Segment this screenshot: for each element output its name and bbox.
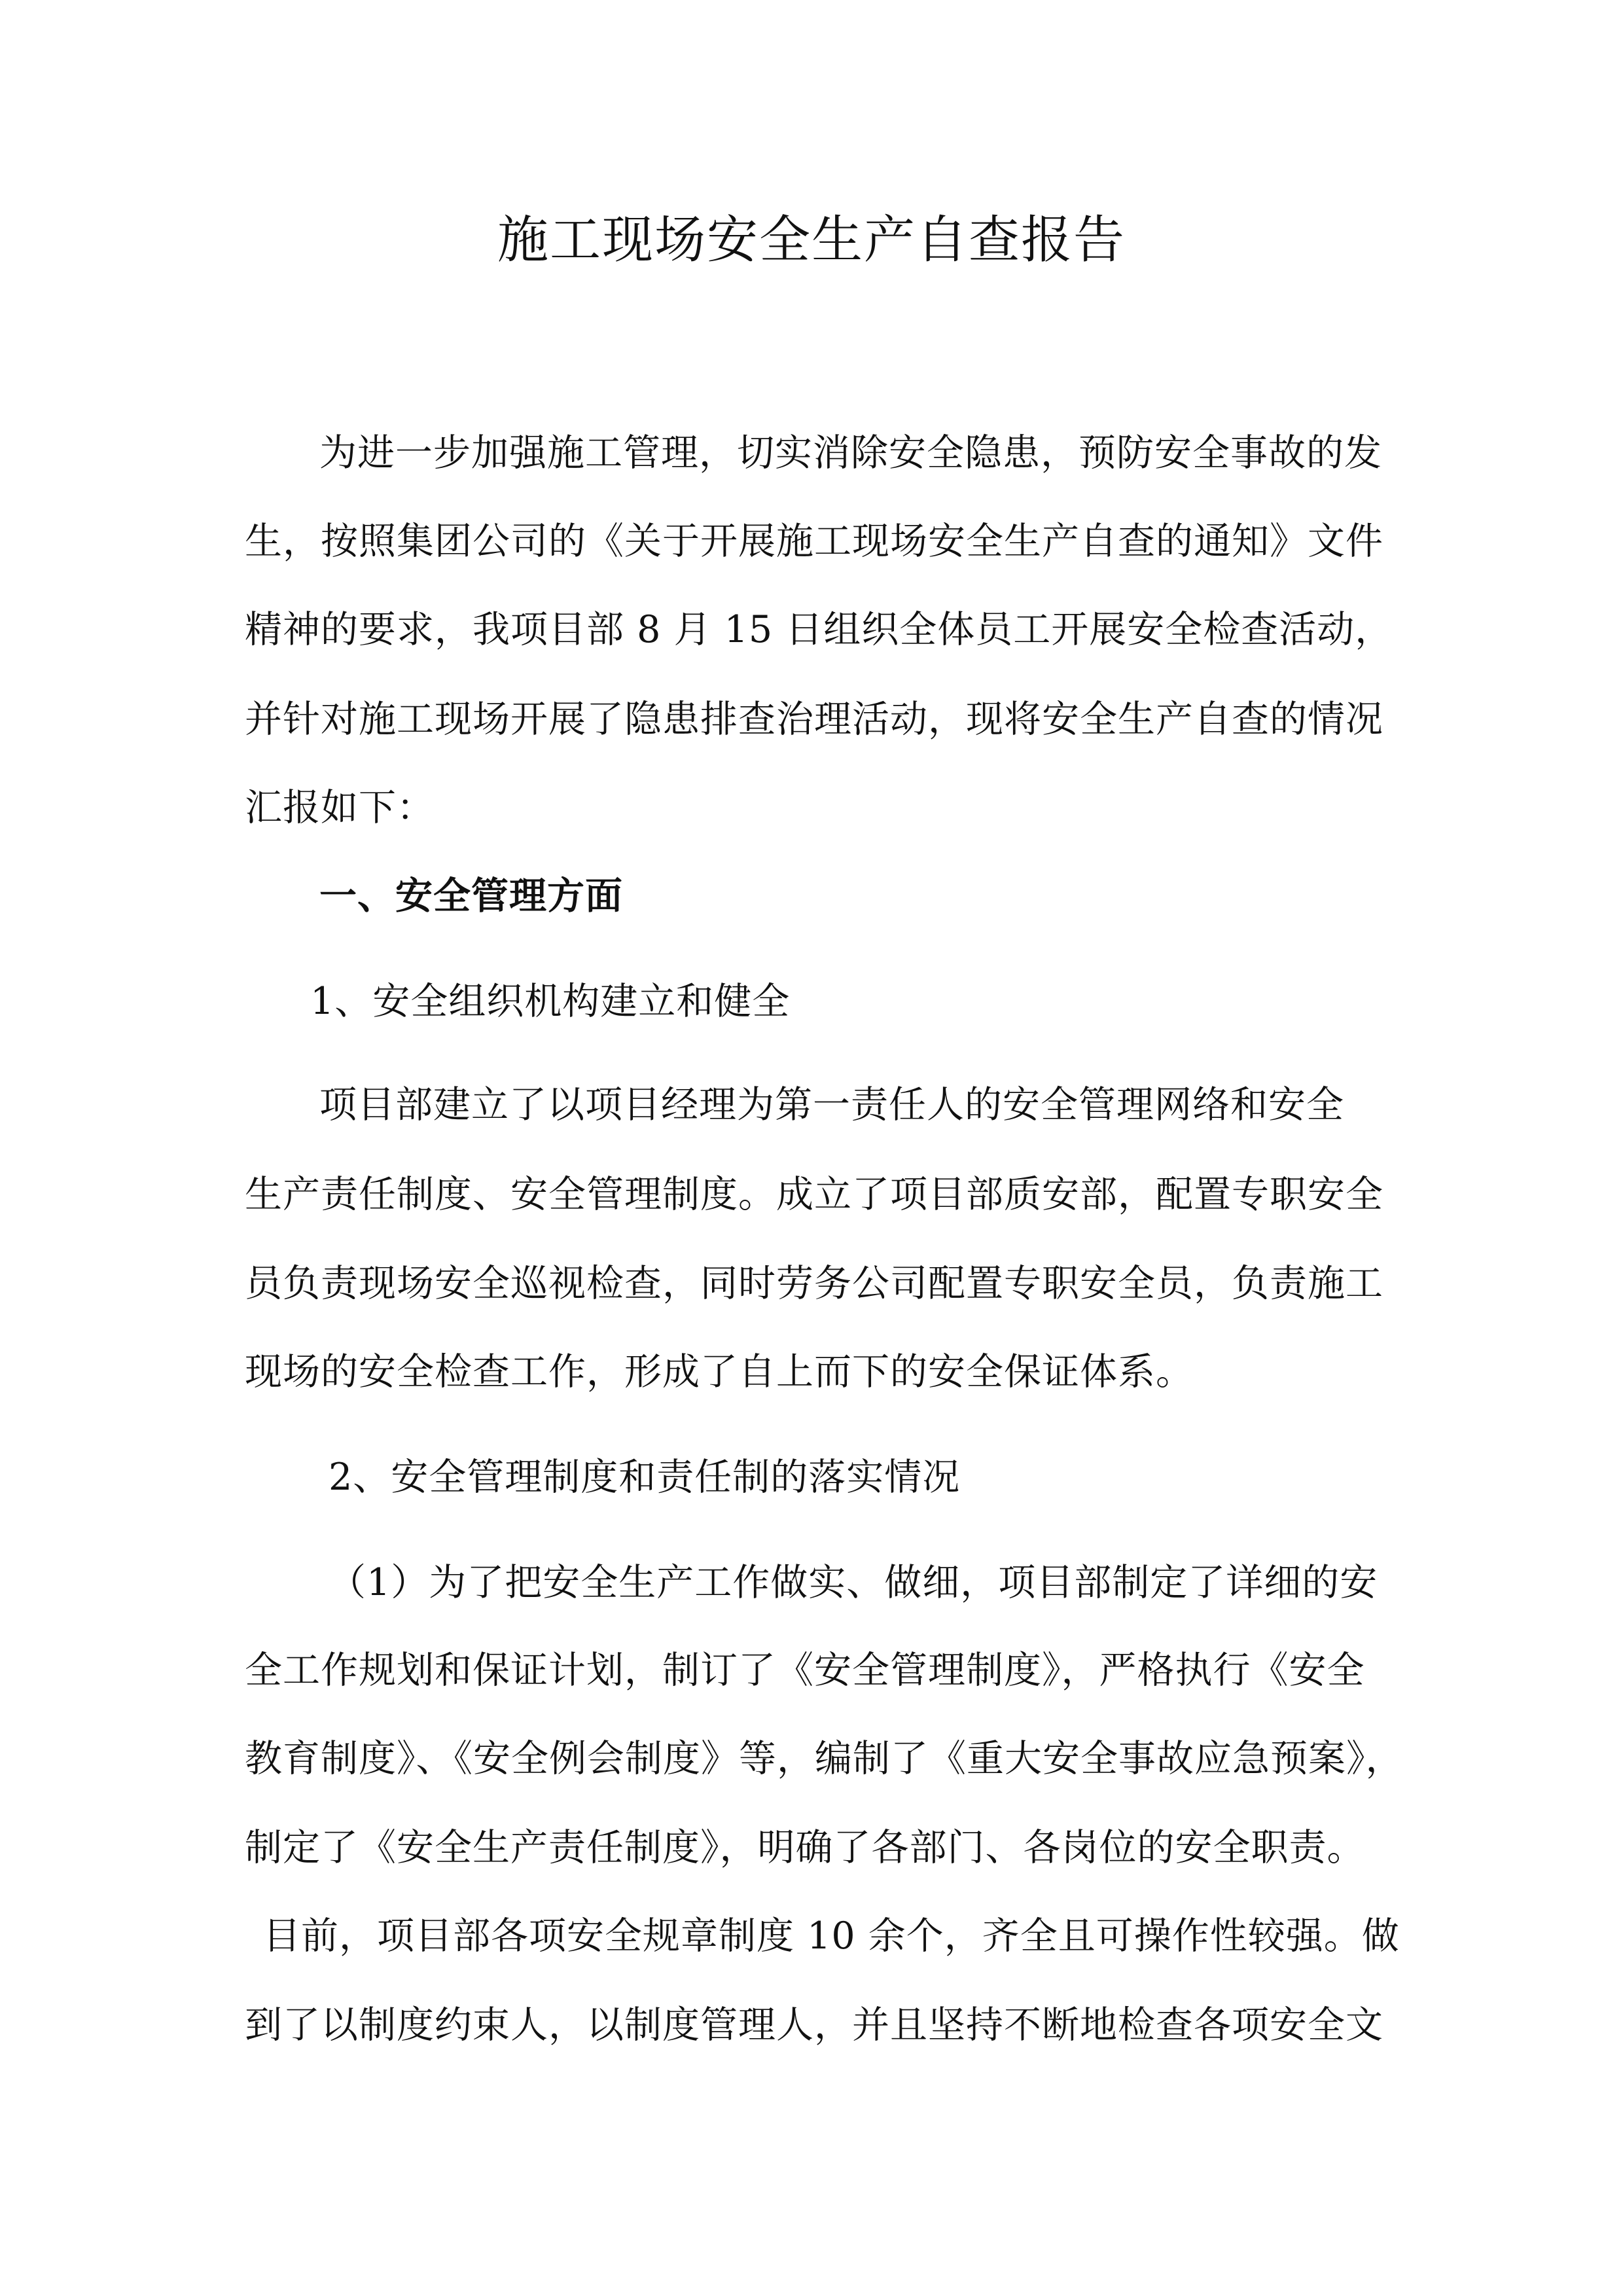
intro-line-4: 并针对施工现场开展了隐患排查治理活动，现将安全生产自查的情况 — [245, 698, 1383, 741]
sub1-line-3: 员负责现场安全巡视检查，同时劳务公司配置专职安全员，负责施工 — [245, 1262, 1383, 1305]
intro-line-5: 汇报如下： — [245, 786, 435, 829]
sub1-line-1: 项目部建立了以项目经理为第一责任人的安全管理网络和安全 — [319, 1083, 1344, 1126]
sub2-line-5: 目前，项目部各项安全规章制度 10 余个，齐全且可操作性较强。做 — [263, 1914, 1400, 1958]
document-title: 施工现场安全生产自查报告 — [497, 211, 1126, 270]
sub2-line-1: （1）为了把安全生产工作做实、做细，项目部制定了详细的安 — [329, 1561, 1378, 1604]
subsection-heading-1: 1、安全组织机构建立和健全 — [310, 980, 791, 1023]
sub1-line-2: 生产责任制度、安全管理制度。成立了项目部质安部，配置专职安全 — [245, 1173, 1383, 1216]
sub1-line-4: 现场的安全检查工作，形成了自上而下的安全保证体系。 — [245, 1350, 1194, 1393]
sub2-line-3: 教育制度》、《安全例会制度》等，编制了《重大安全事故应急预案》， — [245, 1737, 1404, 1780]
intro-line-2: 生，按照集团公司的《关于开展施工现场安全生产自查的通知》文件 — [245, 520, 1383, 563]
intro-line-3: 精神的要求，我项目部 8 月 15 日组织全体员工开展安全检查活动， — [245, 608, 1393, 651]
subsection-heading-2: 2、安全管理制度和责任制的落实情况 — [329, 1456, 961, 1499]
sub2-line-2: 全工作规划和保证计划，制订了《安全管理制度》，严格执行《安全 — [245, 1649, 1365, 1692]
intro-line-1: 为进一步加强施工管理，切实消除安全隐患，预防安全事故的发 — [319, 431, 1382, 475]
sub2-line-4: 制定了《安全生产责任制度》，明确了各部门、各岗位的安全职责。 — [245, 1826, 1365, 1869]
sub2-line-6: 到了以制度约束人，以制度管理人，并且坚持不断地检查各项安全文 — [245, 2003, 1383, 2047]
section-heading-safety-management: 一、安全管理方面 — [319, 874, 623, 918]
